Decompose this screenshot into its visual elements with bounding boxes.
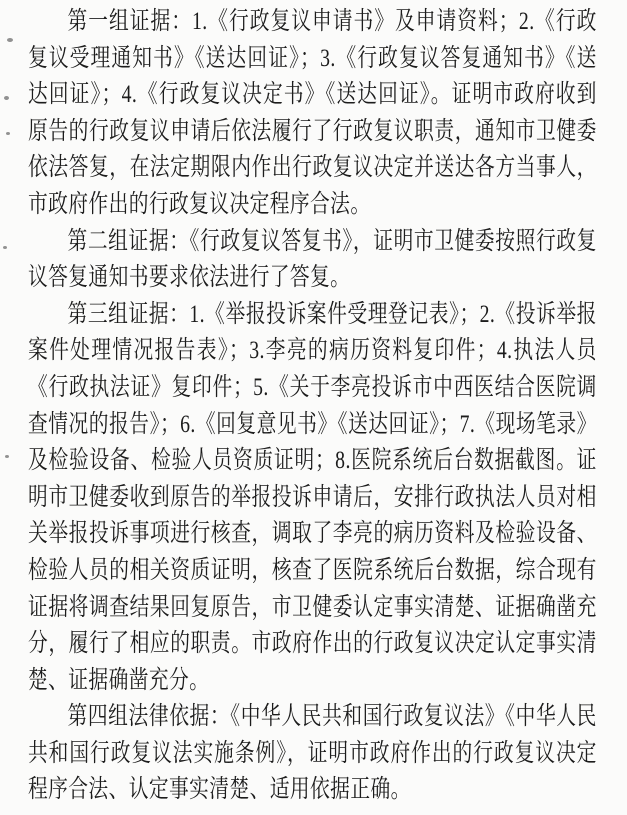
paragraph-evidence-group-2: 第二组证据：《行政复议答复书》，证明市卫健委按照行政复议答复通知书要求依法进行了答复。 bbox=[28, 227, 597, 292]
document-body bbox=[28, 4, 597, 809]
scan-speck bbox=[6, 132, 10, 135]
scan-speck bbox=[7, 38, 13, 42]
scan-speck bbox=[3, 246, 7, 249]
paragraph-evidence-group-1: 第一组证据：1.《行政复议申请书》及申请资料；2.《行政复议受理通知书》《送达回证》；3.《行政复议答复通知书》《送达回证》；4.《行政复议决定书》《送达回证》。证明市政府收到原告的行政复议申请后依法履行了行政复议职责，通知市卫健委依法答复，在法定期限内作出行政复议决定并送达各方当事人，市政府作出的行政复议决定程序合法。 bbox=[28, 8, 597, 218]
scan-speck bbox=[5, 455, 9, 458]
scan-speck bbox=[4, 96, 9, 100]
paragraph-legal-basis-group-4: 第四组法律依据：《中华人民共和国行政复议法》《中华人民共和国行政复议法实施条例》，证明市政府作出的行政复议决定程序合法、认定事实清楚、适用依据正确。 bbox=[28, 703, 597, 804]
paragraph-evidence-group-3: 第三组证据：1.《举报投诉案件受理登记表》；2.《投诉举报案件处理情况报告表》；3.李亮的病历资料复印件；4.执法人员《行政执法证》复印件；5.《关于李亮投诉市中西医结合医院调查情况的报告》；6.《回复意见书》《送达回证》；7.《现场笔录》及检验设备、检验人员资质证明；8.医院系统后台数据截图。证明市卫健委收到原告的举报投诉申请后，安排行政执法人员对相关举报投诉事项进行核查，调取了李亮的病历资料及检验设备、检验人员的相关资质证明，核查了医院系统后台数据，综合现有证据将调查结果回复原告，市卫健委认定事实清楚、证据确凿充分，履行了相应的职责。市政府作出的行政复议决定认定事实清楚、证据确凿充分。 bbox=[28, 300, 597, 694]
